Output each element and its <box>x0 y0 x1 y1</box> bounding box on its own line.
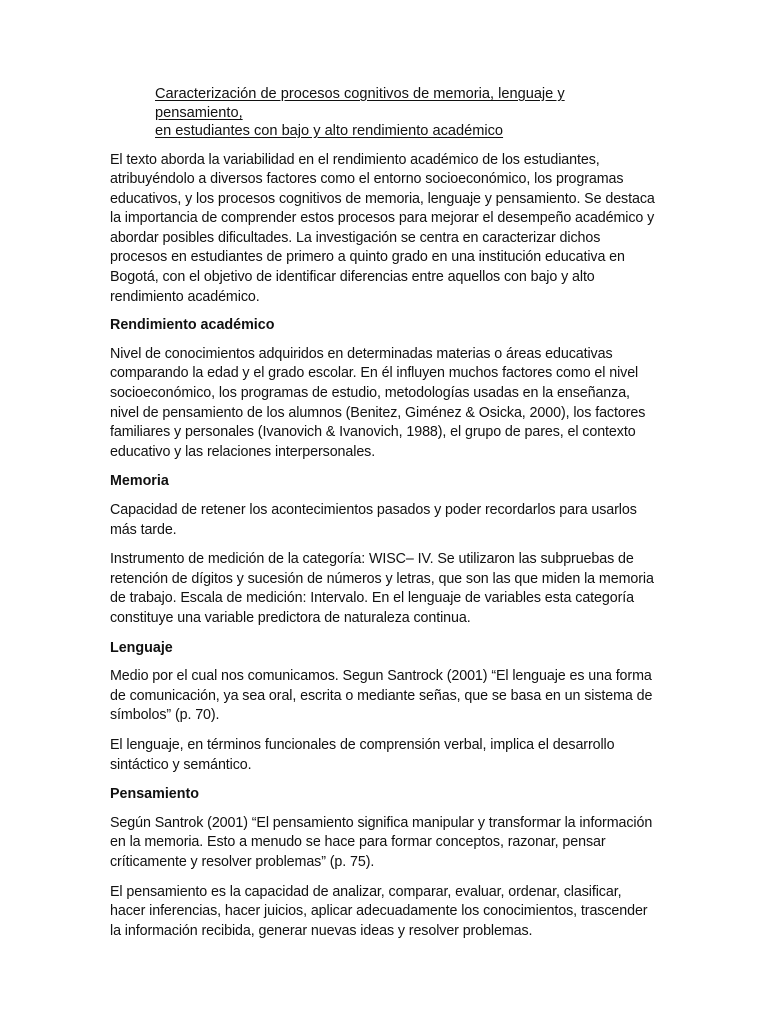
lenguaje-paragraph-1: Medio por el cual nos comunicamos. Segun Santrock (2001) “El lenguaje es una forma de comunicación, ya sea oral, escrita o mediante señas, que se basa en un sistema de símbolos” (p. 70). <box>110 668 653 724</box>
intro-paragraph: El texto aborda la variabilidad en el rendimiento académico de los estudiantes, atribuyéndolo a diversos factores como el entorno socioeconómico, los programas educativos, y los procesos cognitivos de memoria, lenguaje y pensamiento. Se destaca la importancia de comprender estos procesos para mejorar el desempeño académico y abordar posibles dificultades. La investigación se centra en caracterizar dichos procesos en estudiantes de primero a quinto grado en una institución educativa en Bogotá, con el objetivo de identificar diferencias entre aquellos con bajo y alto rendimiento académico. <box>110 151 655 305</box>
memoria-paragraph-2: Instrumento de medición de la categoría: WISC– IV. Se utilizaron las subpruebas de retención de dígitos y sucesión de números y letras, que son las que miden la memoria de trabajo. Escala de medición: Intervalo. En el lenguaje de variables esta categoría constituye una variable predictora de naturaleza continua. <box>110 551 654 626</box>
section-heading-rendimiento: Rendimiento académico <box>110 317 275 334</box>
section-heading-lenguaje: Lenguaje <box>110 639 173 656</box>
section-heading-memoria: Memoria <box>110 473 169 490</box>
title-line-2: en estudiantes con bajo y alto rendimiento académico <box>155 123 504 139</box>
section-heading-pensamiento: Pensamiento <box>110 786 199 803</box>
document-title <box>155 85 655 141</box>
rendimiento-paragraph-1: Nivel de conocimientos adquiridos en determinadas materias o áreas educativas comparando la edad y el grado escolar. En él influyen muchos factores como el nivel socioeconómico, los programas de estudio, metodologías usadas en la enseñanza, nivel de pensamiento de los alumnos (Benitez, Giménez & Osicka, 2000), los factores familiares y personales (Ivanovich & Ivanovich, 1988), el grupo de pares, el contexto educativo y las relaciones interpersonales. <box>110 345 646 460</box>
pensamiento-paragraph-1: Según Santrok (2001) “El pensamiento significa manipular y transformar la información en la memoria. Esto a menudo se hace para formar conceptos, razonar, pensar críticamente y resolver problemas” (p. 75). <box>110 814 653 870</box>
lenguaje-paragraph-2: El lenguaje, en términos funcionales de comprensión verbal, implica el desarrollo sintáctico y semántico. <box>110 736 615 773</box>
memoria-paragraph-1: Capacidad de retener los acontecimientos pasados y poder recordarlos para usarlos más tarde. <box>110 502 637 538</box>
title-line-1: Caracterización de procesos cognitivos de memoria, lenguaje y pensamiento, <box>155 86 565 121</box>
pensamiento-paragraph-2: El pensamiento es la capacidad de analizar, comparar, evaluar, ordenar, clasificar, hacer inferencias, hacer juicios, aplicar adecuadamente los conocimientos, trascender la información recibida, generar nuevas ideas y resolver problemas. <box>110 883 648 939</box>
